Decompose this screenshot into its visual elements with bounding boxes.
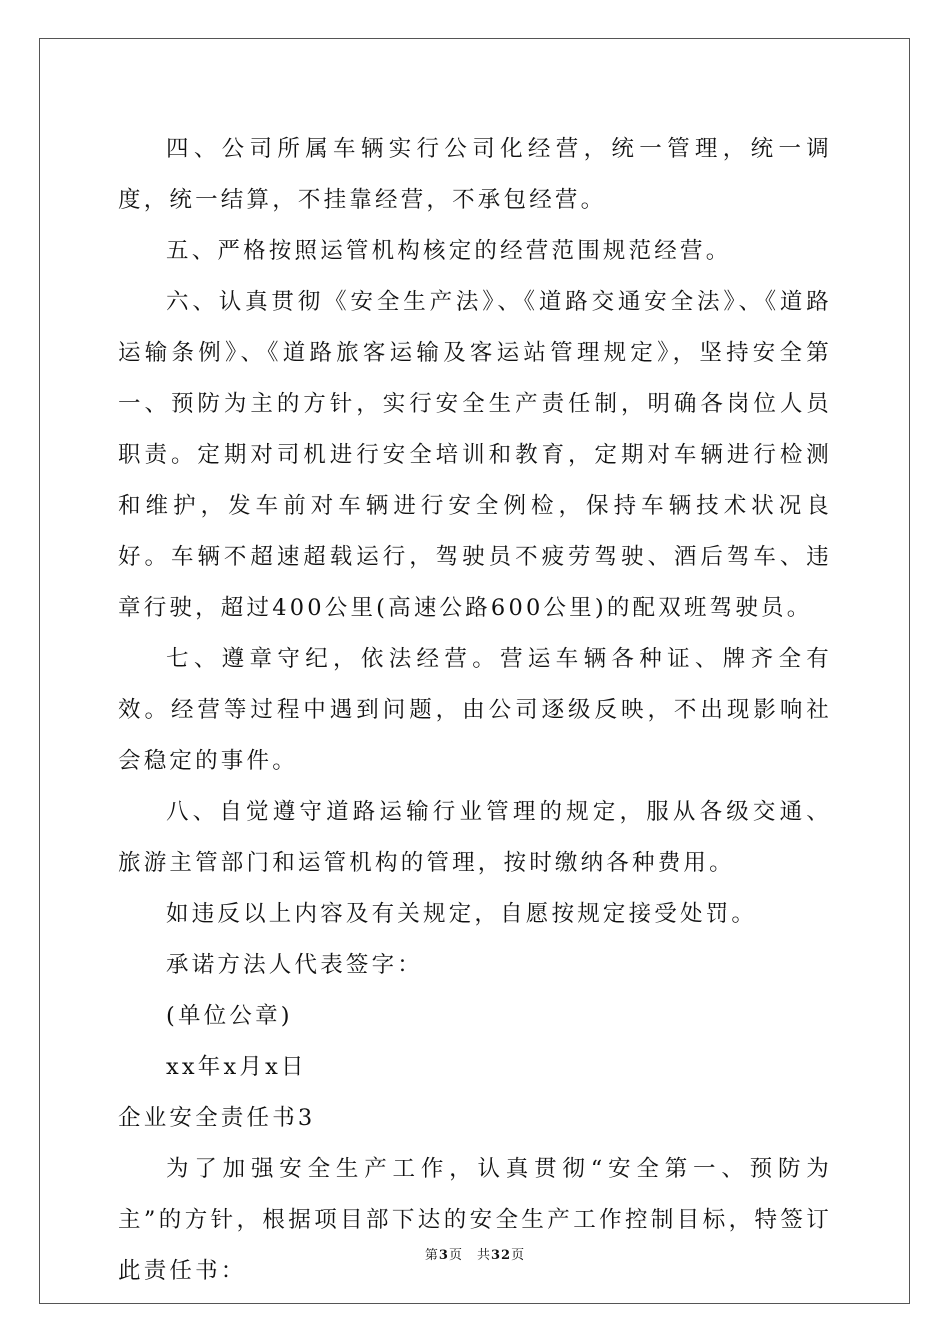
- footer-prefix: 第: [424, 1248, 439, 1263]
- signature-line: 承诺方法人代表签字：: [166, 952, 424, 978]
- intro-paragraph: 为了加强安全生产工作，认真贯彻“安全第一、预防为主”的方针，根据项目部下达的安全生产工作控制目标，特签订此责任书：: [118, 1156, 832, 1284]
- footer-suffix: 页: [511, 1248, 526, 1263]
- footer-page-number: 3: [438, 1248, 449, 1263]
- clause-6: 六、认真贯彻《安全生产法》、《道路交通安全法》、《道路运输条例》、《道路旅客运输及客运站管理规定》，坚持安全第一、预防为主的方针，实行安全生产责任制，明确各岗位人员职责。定期对司机进行安全培训和教育，定期对车辆进行检测和维护，发车前对车辆进行安全例检，保持车辆技术状况良好。车辆不超速超载运行，驾驶员不疲劳驾驶、酒后驾车、违章行驶，超过400公里(高速公路600公里)的配双班驾驶员。: [118, 289, 832, 621]
- document-body: [118, 124, 832, 1297]
- clause-8: 八、自觉遵守道路运输行业管理的规定，服从各级交通、旅游主管部门和运管机构的管理，按时缴纳各种费用。: [118, 799, 832, 876]
- page-footer: [0, 1244, 950, 1263]
- footer-total-pages: 32: [490, 1248, 512, 1263]
- clause-4: 四、公司所属车辆实行公司化经营，统一管理，统一调度，统一结算，不挂靠经营，不承包经营。: [118, 136, 832, 213]
- penalty-statement: 如违反以上内容及有关规定，自愿按规定接受处罚。: [166, 901, 758, 927]
- section-heading: 企业安全责任书3: [118, 1105, 316, 1131]
- footer-mid: 页 共: [448, 1248, 491, 1263]
- clause-7: 七、遵章守纪，依法经营。营运车辆各种证、牌齐全有效。经营等过程中遇到问题，由公司逐级反映，不出现影响社会稳定的事件。: [118, 646, 832, 774]
- date-line: xx年x月x日: [166, 1054, 307, 1080]
- seal-line: (单位公章): [166, 1003, 293, 1029]
- clause-5: 五、严格按照运管机构核定的经营范围规范经营。: [166, 238, 732, 264]
